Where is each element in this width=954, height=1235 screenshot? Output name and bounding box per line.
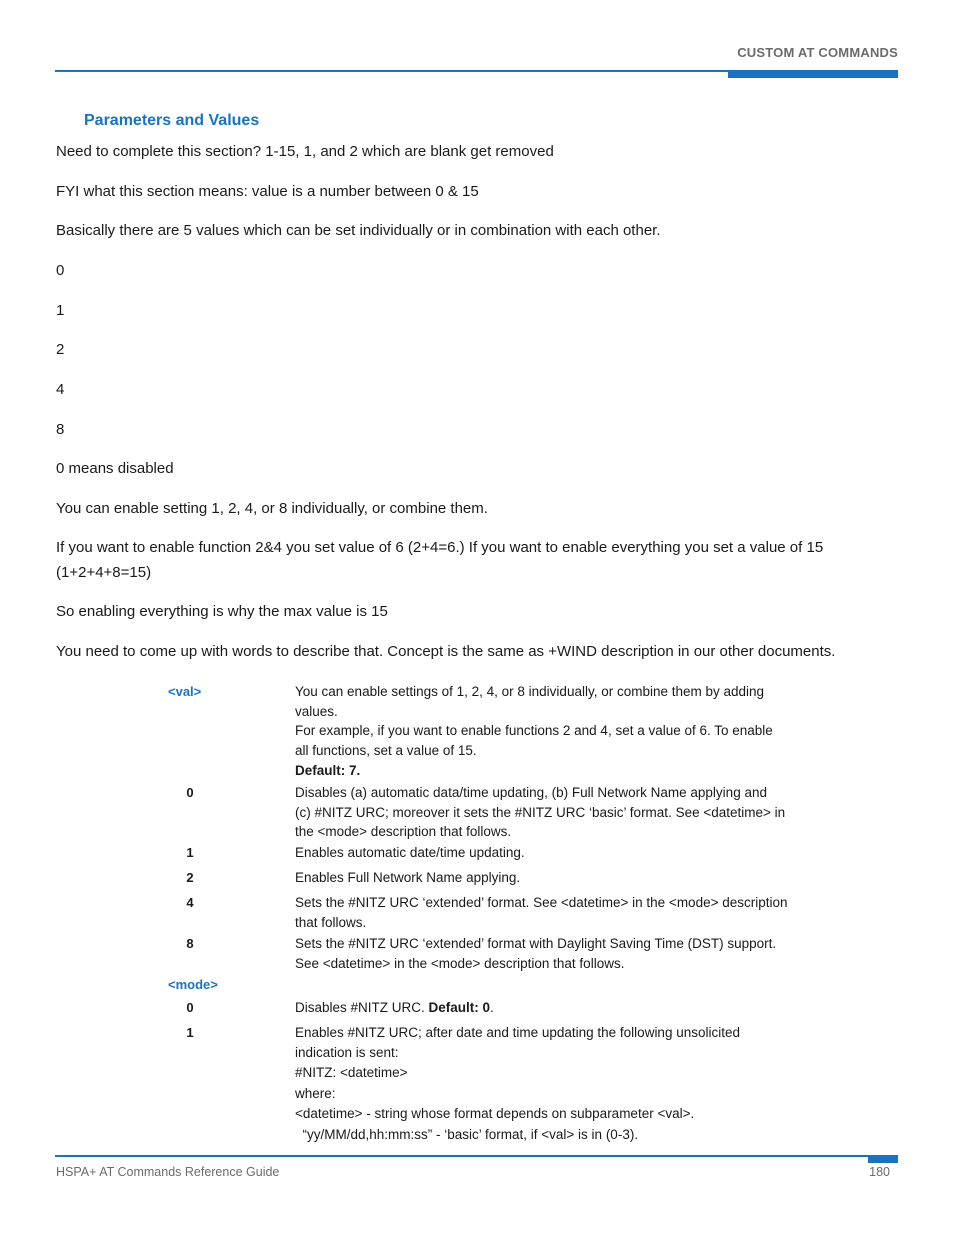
paragraph: 2 <box>56 341 65 358</box>
paragraph: 8 <box>56 421 65 438</box>
paragraph: If you want to enable function 2&4 you set value of 6 (2+4=6.) If you want to enable everything you set a value of 15 (1+2+4+8=15) <box>56 539 824 581</box>
header-section-label: CUSTOM AT COMMANDS <box>737 45 898 60</box>
value-key: 8 <box>186 936 194 951</box>
desc-line: where: <box>295 1085 336 1101</box>
value-description: Enables Full Network Name applying. <box>295 870 521 885</box>
desc-line: #NITZ: <datetime> <box>295 1065 408 1080</box>
param-name-val: <val> <box>168 684 202 699</box>
value-key: 0 <box>186 785 194 800</box>
paragraph: 0 <box>56 262 65 279</box>
paragraph: Basically there are 5 values which can be set individually or in combination with each other. <box>56 222 661 239</box>
desc-line: that follows. <box>295 914 367 930</box>
paragraph: So enabling everything is why the max value is 15 <box>56 603 388 620</box>
desc-line: Sets the #NITZ URC ‘extended’ format with Daylight Saving Time (DST) support. <box>295 936 777 951</box>
paragraph: FYI what this section means: value is a number between 0 & 15 <box>56 183 479 200</box>
param-val-description <box>295 682 820 781</box>
desc-line: values. <box>295 703 338 719</box>
default-value: Default: 0 <box>428 1000 491 1015</box>
paragraph: 4 <box>56 381 65 398</box>
desc-line: all functions, set a value of 15. <box>295 742 477 758</box>
desc-line: the <mode> description that follows. <box>295 824 512 839</box>
footer-rule <box>55 1155 898 1157</box>
section-heading: Parameters and Values <box>84 112 260 129</box>
paragraph: 1 <box>56 302 65 319</box>
desc-line: See <datetime> in the <mode> description that follows. <box>295 955 625 971</box>
desc-text: Disables #NITZ URC. <box>295 1000 429 1015</box>
desc-line: Enables #NITZ URC; after date and time updating the following unsolicited <box>295 1025 740 1040</box>
value-description <box>295 893 820 932</box>
desc-line: Sets the #NITZ URC ‘extended’ format. See <datetime> in the <mode> description <box>295 895 788 910</box>
page-number: 180 <box>869 1165 890 1179</box>
value-description <box>295 934 820 973</box>
value-description <box>295 1023 820 1144</box>
desc-line: indication is sent: <box>295 1044 399 1060</box>
desc-line: “yy/MM/dd,hh:mm:ss” - ‘basic’ format, if <val> is in (0-3). <box>295 1126 639 1142</box>
value-key: 1 <box>186 1025 194 1040</box>
desc-text: . <box>490 1000 494 1015</box>
desc-line: You can enable settings of 1, 2, 4, or 8 individually, or combine them by adding <box>295 684 765 699</box>
value-key: 1 <box>186 845 194 860</box>
value-description <box>295 998 820 1018</box>
desc-line: (c) #NITZ URC; moreover it sets the #NITZ URC ‘basic’ format. See <datetime> in <box>295 804 786 820</box>
paragraph: 0 means disabled <box>56 460 174 477</box>
footer-doc-title: HSPA+ AT Commands Reference Guide <box>56 1165 280 1179</box>
footer-accent-block <box>868 1155 898 1163</box>
paragraph: Need to complete this section? 1-15, 1, and 2 which are blank get removed <box>56 143 554 160</box>
header-accent-block <box>728 70 898 78</box>
param-name-mode: <mode> <box>168 977 218 992</box>
value-key: 2 <box>186 870 194 885</box>
desc-line: Disables (a) automatic data/time updating, (b) Full Network Name applying and <box>295 785 767 800</box>
value-description <box>295 783 820 842</box>
paragraph: You can enable setting 1, 2, 4, or 8 individually, or combine them. <box>56 500 488 517</box>
default-value: Default: 7. <box>295 763 361 778</box>
value-key: 4 <box>186 895 194 910</box>
desc-line: For example, if you want to enable functions 2 and 4, set a value of 6. To enable <box>295 723 773 738</box>
desc-line: <datetime> - string whose format depends on subparameter <val>. <box>295 1106 695 1121</box>
value-key: 0 <box>186 1000 194 1015</box>
value-description: Enables automatic date/time updating. <box>295 845 525 860</box>
paragraph: You need to come up with words to describe that. Concept is the same as +WIND description in our other documents. <box>56 643 836 660</box>
